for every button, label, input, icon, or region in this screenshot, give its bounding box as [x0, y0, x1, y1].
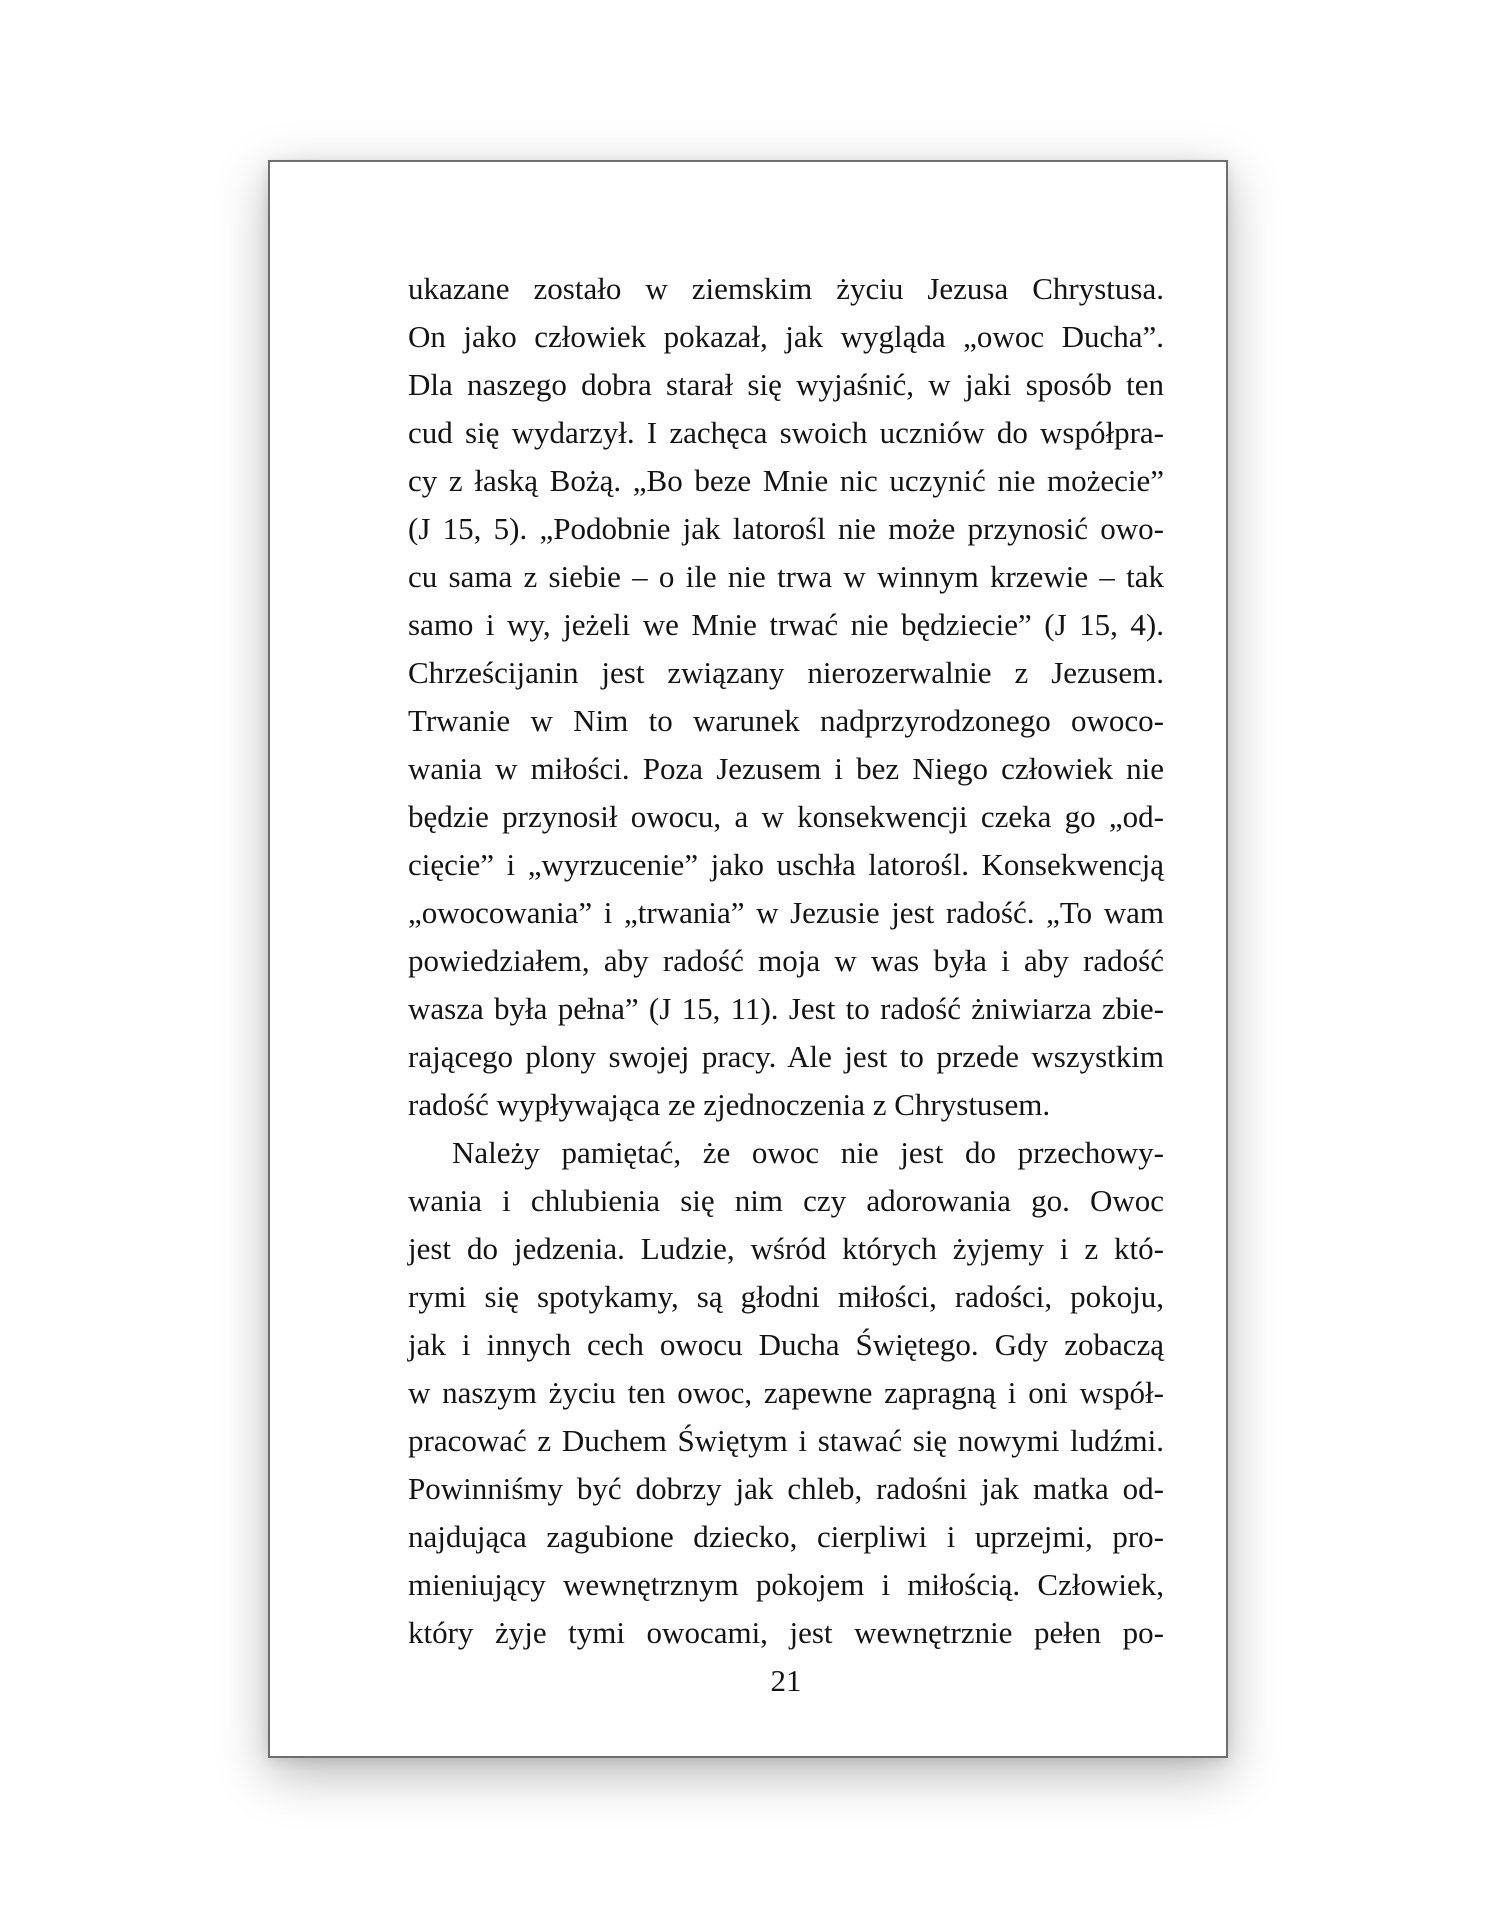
paragraph [408, 265, 1164, 1129]
text-line: Chrześcijanin jest związany nierozerwalnie z Jezusem. [408, 655, 1164, 690]
text-line: radość wypływająca ze zjednoczenia z Chrystusem. [408, 1087, 1051, 1122]
text-line: powiedziałem, aby radość moja w was była i aby radość [408, 943, 1164, 978]
text-line: wasza była pełna” (J 15, 11). Jest to radość żniwiarza zbie- [408, 991, 1164, 1026]
text-line: który żyje tymi owocami, jest wewnętrznie pełen po- [408, 1615, 1164, 1650]
text-line: wania i chlubienia się nim czy adorowania go. Owoc [408, 1183, 1164, 1218]
text-line: cu sama z siebie – o ile nie trwa w winnym krzewie – tak [408, 559, 1164, 594]
text-line: Trwanie w Nim to warunek nadprzyrodzonego owoco- [408, 703, 1164, 738]
text-line: Należy pamiętać, że owoc nie jest do przechowy- [452, 1135, 1164, 1170]
text-line: cięcie” i „wyrzucenie” jako uschła latorośl. Konsekwencją [408, 847, 1164, 882]
text-line: rającego plony swojej pracy. Ale jest to przede wszystkim [408, 1039, 1164, 1074]
text-line: w naszym życiu ten owoc, zapewne zapragną i oni współ- [408, 1375, 1164, 1410]
text-line: wania w miłości. Poza Jezusem i bez Niego człowiek nie [408, 751, 1164, 786]
text-line: cud się wydarzył. I zachęca swoich uczniów do współpra- [408, 415, 1164, 450]
paragraph [408, 1129, 1164, 1657]
paragraphs-container [408, 265, 1164, 1657]
text-line: (J 15, 5). „Podobnie jak latorośl nie może przynosić owo- [408, 511, 1164, 546]
book-page [268, 160, 1228, 1758]
text-line: cy z łaską Bożą. „Bo beze Mnie nic uczynić nie możecie” [408, 463, 1164, 498]
text-line: jak i innych cech owocu Ducha Świętego. Gdy zobaczą [408, 1327, 1164, 1362]
text-line: mieniujący wewnętrznym pokojem i miłością. Człowiek, [408, 1567, 1164, 1602]
text-line: „owocowania” i „trwania” w Jezusie jest radość. „To wam [408, 895, 1164, 930]
text-line: najdująca zagubione dziecko, cierpliwi i uprzejmi, pro- [408, 1519, 1164, 1554]
text-line: Dla naszego dobra starał się wyjaśnić, w jaki sposób ten [408, 367, 1164, 402]
text-line: będzie przynosił owocu, a w konsekwencji czeka go „od- [408, 799, 1164, 834]
text-line: rymi się spotykamy, są głodni miłości, radości, pokoju, [408, 1279, 1164, 1314]
text-line: samo i wy, jeżeli we Mnie trwać nie będziecie” (J 15, 4). [408, 607, 1164, 642]
text-line: pracować z Duchem Świętym i stawać się nowymi ludźmi. [408, 1423, 1164, 1458]
page-text [408, 265, 1164, 1705]
text-line: Powinniśmy być dobrzy jak chleb, radośni jak matka od- [408, 1471, 1164, 1506]
text-line: ukazane zostało w ziemskim życiu Jezusa Chrystusa. [408, 271, 1164, 306]
page-number: 21 [770, 1663, 802, 1698]
text-line: jest do jedzenia. Ludzie, wśród których żyjemy i z któ- [408, 1231, 1164, 1266]
text-line: On jako człowiek pokazał, jak wygląda „owoc Ducha”. [408, 319, 1164, 354]
